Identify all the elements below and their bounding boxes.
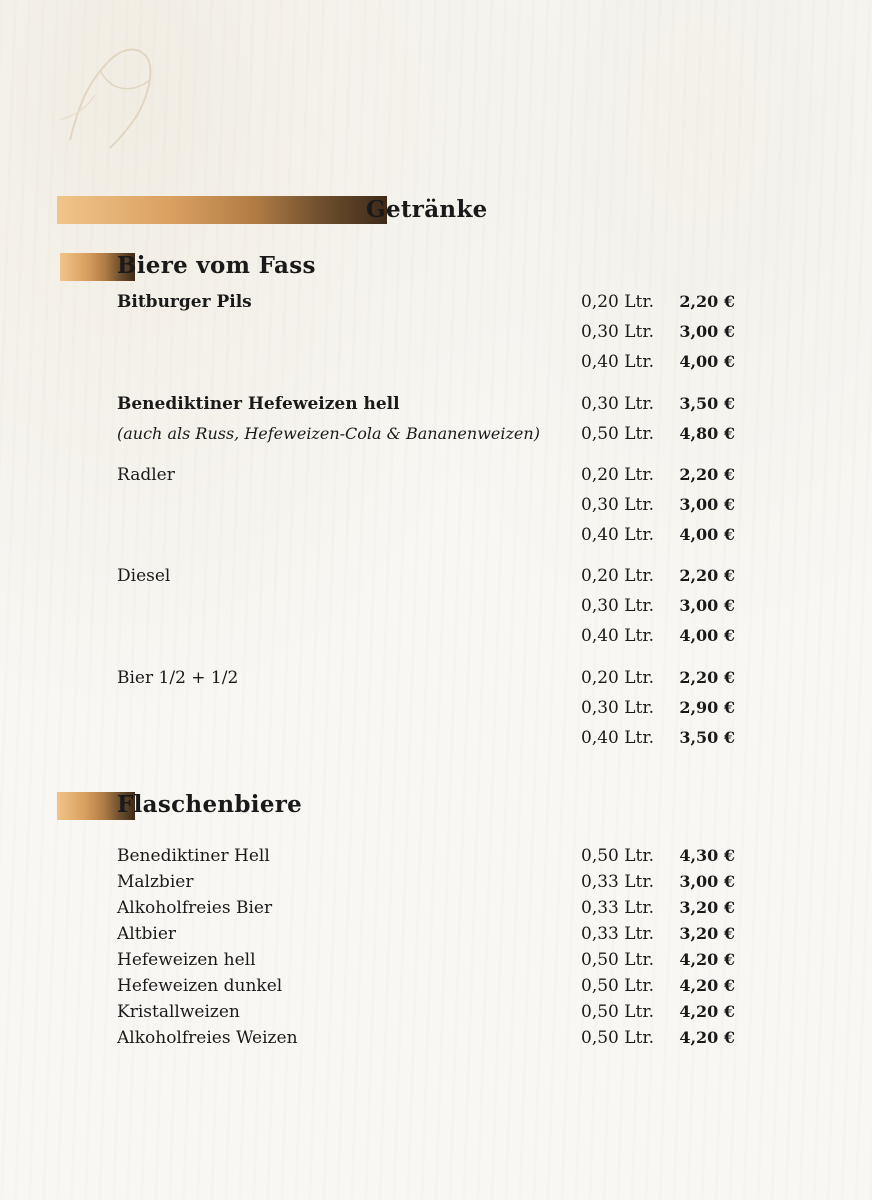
item-price: 3,20 €	[679, 898, 735, 917]
item-name: Alkoholfreies Bier	[117, 898, 273, 918]
item-volume: 0,50 Ltr.	[581, 950, 655, 970]
list-item	[0, 950, 872, 976]
item-name: Benediktiner Hell	[117, 846, 270, 866]
item-price: 2,20 €	[679, 566, 735, 585]
item-volume: 0,30 Ltr.	[581, 322, 655, 342]
list-item	[0, 728, 872, 754]
item-volume: 0,20 Ltr.	[581, 292, 655, 312]
list-item	[0, 596, 872, 622]
item-note: (auch als Russ, Hefeweizen-Cola & Bananenweizen)	[117, 424, 540, 443]
item-volume: 0,50 Ltr.	[581, 1028, 655, 1048]
item-volume: 0,50 Ltr.	[581, 976, 655, 996]
item-volume: 0,33 Ltr.	[581, 898, 655, 918]
item-name: Radler	[117, 465, 175, 485]
item-price: 4,20 €	[679, 950, 735, 969]
item-name: Malzbier	[117, 872, 194, 892]
item-price: 4,20 €	[679, 976, 735, 995]
item-price: 4,00 €	[679, 525, 735, 544]
item-volume: 0,20 Ltr.	[581, 668, 655, 688]
section-title-flaschen: Flaschenbiere	[117, 791, 303, 818]
item-price: 3,00 €	[679, 872, 735, 891]
item-volume: 0,33 Ltr.	[581, 924, 655, 944]
item-volume: 0,30 Ltr.	[581, 394, 655, 414]
list-item	[0, 924, 872, 950]
item-name: Kristallweizen	[117, 1002, 240, 1022]
list-item	[0, 352, 872, 378]
list-item	[0, 626, 872, 652]
list-item	[0, 394, 872, 420]
item-name: Bier 1/2 + 1/2	[117, 668, 239, 688]
item-name: Diesel	[117, 566, 171, 586]
item-price: 3,00 €	[679, 495, 735, 514]
item-price: 4,00 €	[679, 352, 735, 371]
item-volume: 0,33 Ltr.	[581, 872, 655, 892]
item-volume: 0,40 Ltr.	[581, 352, 655, 372]
item-volume: 0,30 Ltr.	[581, 495, 655, 515]
item-name: Alkoholfreies Weizen	[117, 1028, 298, 1048]
item-price: 4,30 €	[679, 846, 735, 865]
item-name: Altbier	[117, 924, 177, 944]
item-price: 4,20 €	[679, 1028, 735, 1047]
item-price: 2,20 €	[679, 465, 735, 484]
item-name: Benediktiner Hefeweizen hell	[117, 394, 400, 414]
item-volume: 0,50 Ltr.	[581, 424, 655, 444]
list-item	[0, 668, 872, 694]
item-volume: 0,20 Ltr.	[581, 465, 655, 485]
list-item	[0, 495, 872, 521]
item-price: 3,00 €	[679, 596, 735, 615]
item-name: Hefeweizen hell	[117, 950, 256, 970]
list-item	[0, 465, 872, 491]
item-price: 2,20 €	[679, 292, 735, 311]
item-volume: 0,50 Ltr.	[581, 846, 655, 866]
list-item	[0, 525, 872, 551]
item-price: 4,80 €	[679, 424, 735, 443]
item-volume: 0,30 Ltr.	[581, 596, 655, 616]
item-price: 3,50 €	[679, 394, 735, 413]
list-item	[0, 976, 872, 1002]
item-volume: 0,40 Ltr.	[581, 626, 655, 646]
list-item	[0, 1028, 872, 1054]
item-name: Hefeweizen dunkel	[117, 976, 283, 996]
list-item	[0, 898, 872, 924]
list-item	[0, 322, 872, 348]
page-title: Getränke	[366, 196, 488, 223]
list-item	[0, 424, 872, 450]
list-item	[0, 846, 872, 872]
list-item	[0, 292, 872, 318]
item-volume: 0,50 Ltr.	[581, 1002, 655, 1022]
item-price: 2,90 €	[679, 698, 735, 717]
list-item	[0, 872, 872, 898]
list-item	[0, 566, 872, 592]
item-price: 2,20 €	[679, 668, 735, 687]
item-price: 3,50 €	[679, 728, 735, 747]
item-volume: 0,30 Ltr.	[581, 698, 655, 718]
item-name: Bitburger Pils	[117, 292, 252, 312]
item-volume: 0,40 Ltr.	[581, 525, 655, 545]
decorative-sketch-watermark	[40, 20, 200, 160]
item-price: 3,00 €	[679, 322, 735, 341]
item-price: 4,20 €	[679, 1002, 735, 1021]
list-item	[0, 698, 872, 724]
item-volume: 0,20 Ltr.	[581, 566, 655, 586]
item-price: 3,20 €	[679, 924, 735, 943]
section-title-fass: Biere vom Fass	[117, 252, 316, 279]
heading-accent-bar	[57, 196, 387, 224]
item-volume: 0,40 Ltr.	[581, 728, 655, 748]
list-item	[0, 1002, 872, 1028]
item-price: 4,00 €	[679, 626, 735, 645]
